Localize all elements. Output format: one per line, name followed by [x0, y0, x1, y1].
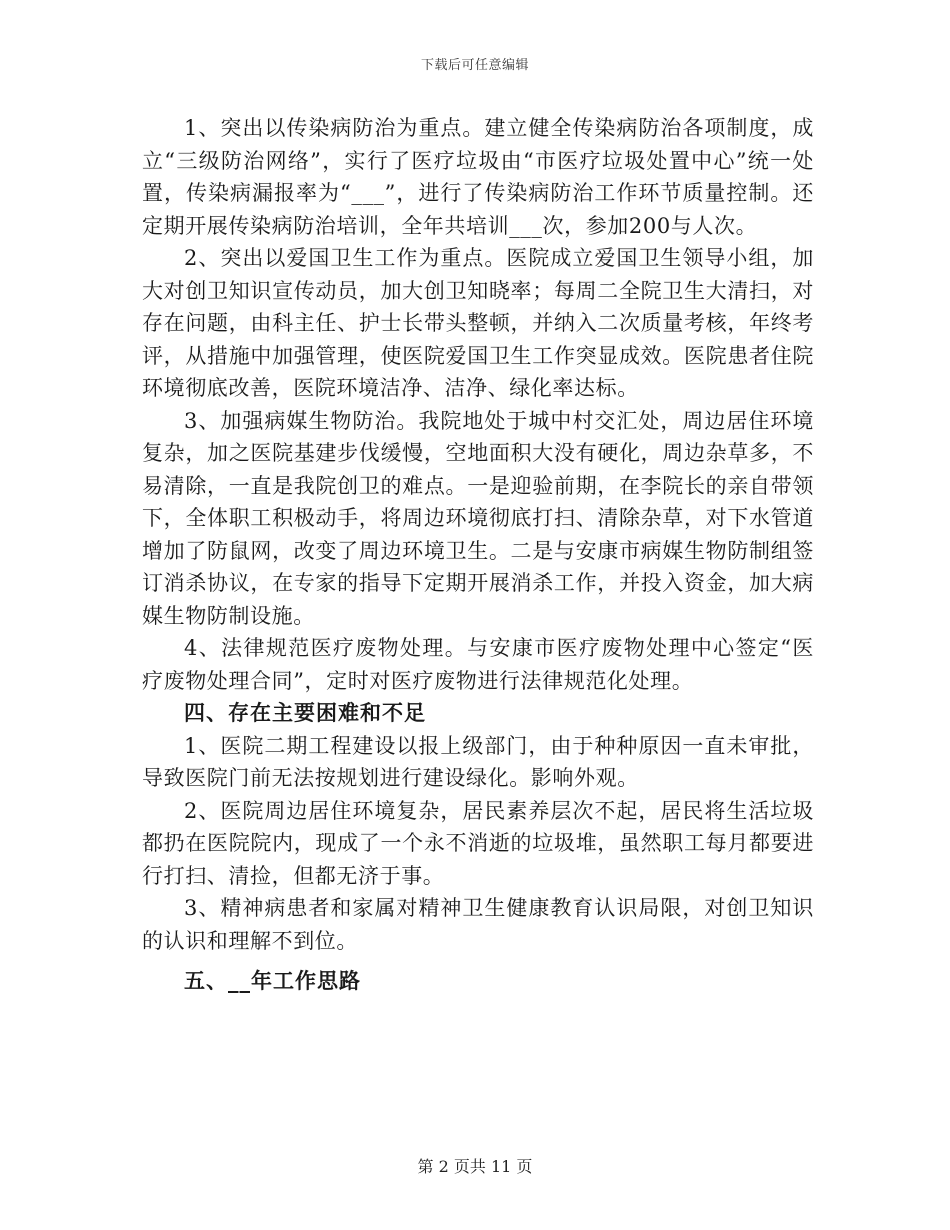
section-heading-difficulties: 四、存在主要困难和不足	[184, 700, 426, 725]
paragraph-vector-control: 3、加强病媒生物防治。我院地处于城中村交汇处，周边居住环境复杂，加之医院基建步伐缓慢，空地面积大没有硬化，周边杂草多，不易清除，一直是我院创卫的难点。一是迎验前期，在李院长的亲自带领下，全体职工积极动手，将周边环境彻底打扫、清除杂草，对下水管道增加了防鼠网，改变了周边环境卫生。二是与安康市病媒生物防制组签订消杀协议，在专家的指导下定期开展消杀工作，并投入资金，加大病媒生物防制设施。	[142, 408, 814, 628]
difficulty-item-3: 3、精神病患者和家属对精神卫生健康教育认识局限，对创卫知识的认识和理解不到位。	[142, 896, 814, 953]
paragraph-infectious-disease: 1、突出以传染病防治为重点。建立健全传染病防治各项制度，成立“三级防治网络”，实行了医疗垃圾由“市医疗垃圾处置中心”统一处置，传染病漏报率为“___”，进行了传染病防治工作环节质量控制。还定期开展传染病防治培训，全年共培训___次，参加200与人次。	[142, 116, 814, 238]
difficulty-item-1: 1、医院二期工程建设以报上级部门，由于种种原因一直未审批，导致医院门前无法按规划进行建设绿化。影响外观。	[142, 733, 814, 790]
section-heading-work-plan: 五、__年工作思路	[184, 968, 361, 993]
paragraph-patriotic-health: 2、突出以爱国卫生工作为重点。医院成立爱国卫生领导小组，加大对创卫知识宣传动员，加大创卫知晓率；每周二全院卫生大清扫，对存在问题，由科主任、护士长带头整顿，并纳入二次质量考核，年终考评，从措施中加强管理，使医院爱国卫生工作突显成效。医院患者住院环境彻底改善，医院环境洁净、洁净、绿化率达标。	[142, 246, 814, 400]
page-number-footer: 第 2 页共 11 页	[417, 1157, 533, 1176]
paragraph-medical-waste: 4、法律规范医疗废物处理。与安康市医疗废物处理中心签定“医疗废物处理合同”，定时对医疗废物进行法律规范化处理。	[142, 636, 814, 693]
difficulty-item-2: 2、医院周边居住环境复杂，居民素养层次不起，居民将生活垃圾都扔在医院院内，现成了一个永不消逝的垃圾堆，虽然职工每月都要进行打扫、清捡，但都无济于事。	[142, 798, 814, 888]
page-header-note: 下载后可任意编辑	[420, 58, 529, 73]
document-body	[142, 112, 814, 998]
